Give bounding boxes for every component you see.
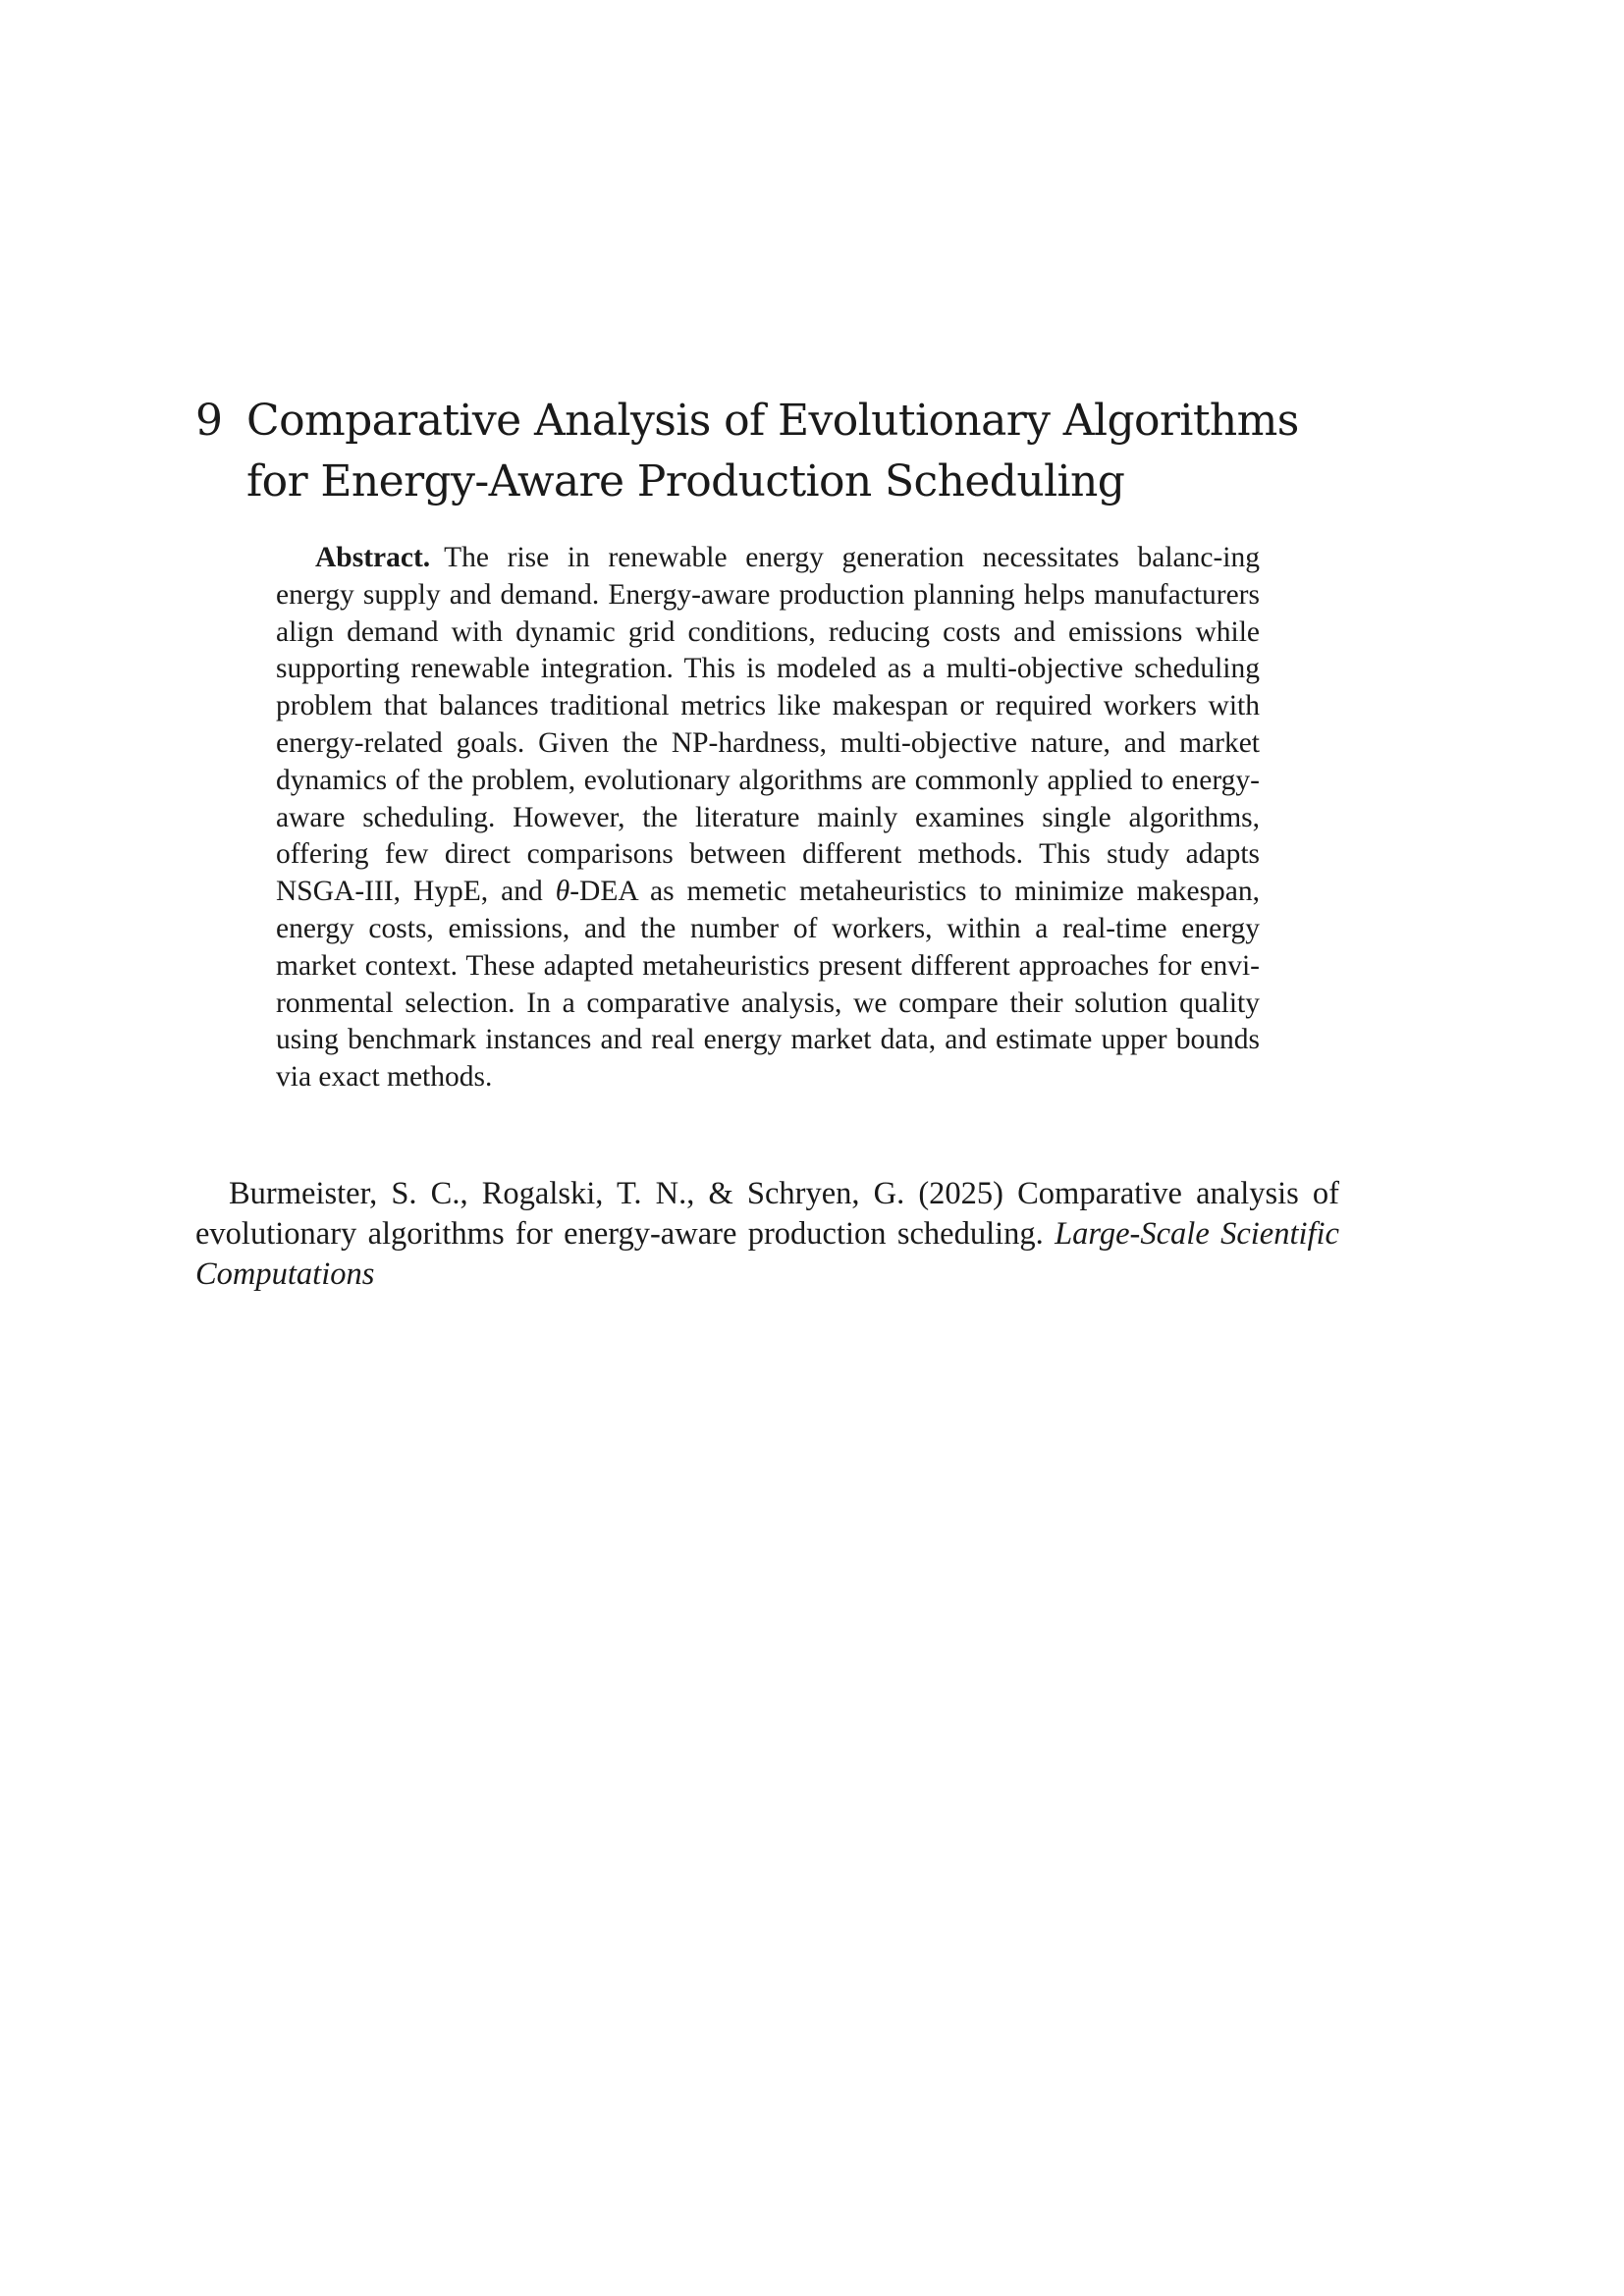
citation-text: Burmeister, S. C., Rogalski, T. N., & Schryen, G. (2025) Comparative analysis of evolutionary algorithms for energy-aware production scheduling. <box>195 1176 1339 1252</box>
theta-symbol: θ <box>555 876 570 908</box>
citation <box>195 1174 1339 1295</box>
abstract <box>276 540 1260 1096</box>
chapter-number: 9 <box>195 396 223 446</box>
chapter-title: Comparative Analysis of Evolutionary Algorithms for Energy-Aware Production Scheduling <box>246 396 1299 507</box>
abstract-text-part1: The rise in renewable energy generation necessitates balanc-ing energy supply and demand. Energy-aware production planning helps manufacturers align demand with dynamic grid conditions, reducing costs and emissions while supporting renewable integration. This is modeled as a multi-objective scheduling problem that balances traditional metrics like makespan or required workers with energy-related goals. Given the NP-hardness, multi-objective nature, and market dynamics of the problem, evolutionary algorithms are commonly applied to energy-aware scheduling. However, the literature mainly examines single algorithms, offering few direct comparisons between different methods. This study adapts NSGA-III, HypE, and <box>276 542 1260 908</box>
abstract-label: Abstract. <box>315 542 431 573</box>
chapter-heading <box>195 391 1374 512</box>
citation-journal: Large-Scale Scientific Computations <box>195 1216 1339 1292</box>
abstract-text-part2: -DEA as memetic metaheuristics to minimize makespan, energy costs, emissions, and the number of workers, within a real-time energy market context. These adapted metaheuristics present different approaches for envi-ronmental selection. In a comparative analysis, we compare their solution quality using benchmark instances and real energy market data, and estimate upper bounds via exact methods. <box>276 876 1261 1094</box>
